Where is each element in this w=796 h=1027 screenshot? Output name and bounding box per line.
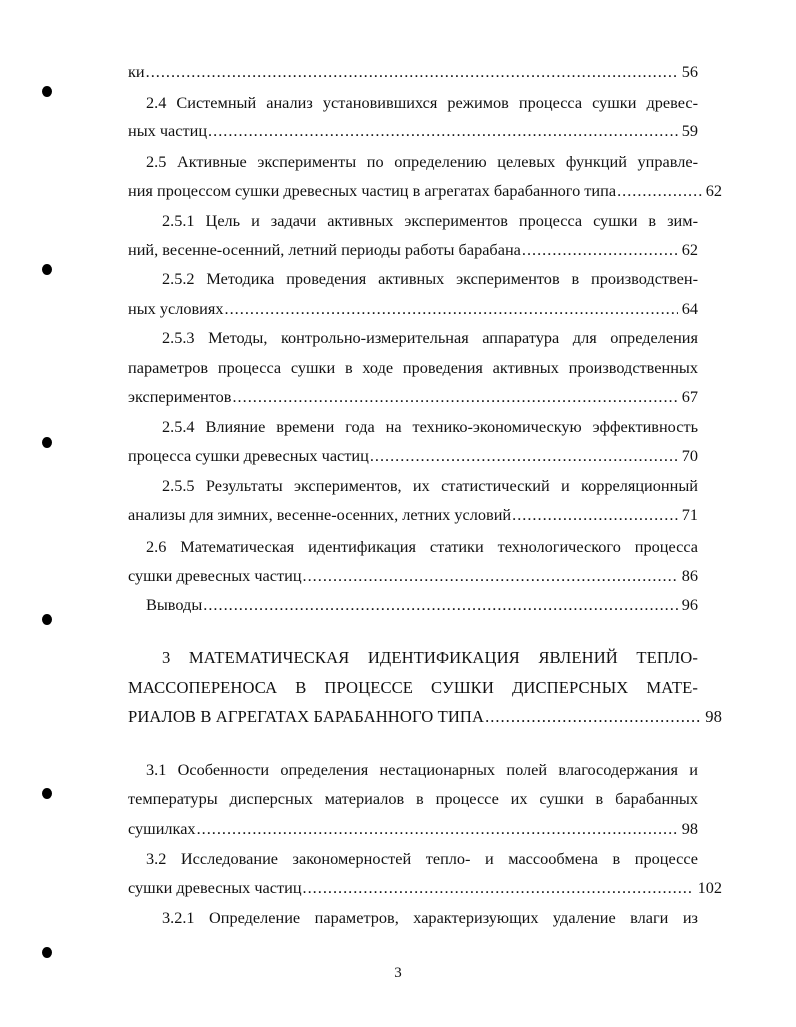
toc-entry-text: процесса сушки древесных частиц <box>128 446 369 465</box>
toc-entry <box>128 445 698 467</box>
toc-entry-line: температуры дисперсных материалов в процессе их сушки в барабанных <box>128 789 698 808</box>
toc-page-number: 56 <box>681 62 698 81</box>
toc-entry-line: 2.5.1 Цель и задачи активных экспериментов процесса сушки в зим- <box>162 211 698 230</box>
toc-entry-text: ния процессом сушки древесных частиц в агрегатах барабанного типа <box>128 181 617 200</box>
toc-entry-line: 2.5.5 Результаты экспериментов, их статистический и корреляционный <box>162 476 698 495</box>
page-number: 3 <box>394 965 402 981</box>
toc-entry <box>128 120 698 142</box>
toc-entry-line: 2.5.4 Влияние времени года на технико-экономическую эффективность <box>162 417 698 436</box>
toc-entry-text: Выводы <box>146 595 203 614</box>
toc-entry-line: 2.4 Системный анализ установившихся режимов процесса сушки древес- <box>146 93 698 112</box>
toc-entry-line: 3.2.1 Определение параметров, характеризующих удаление влаги из <box>162 908 698 927</box>
toc-entry-text: сушилках <box>128 819 196 838</box>
toc-page-number: 64 <box>681 299 698 318</box>
toc-page-number: 59 <box>681 121 698 140</box>
binder-hole-mark <box>42 788 52 799</box>
toc-entry-line: 3.1 Особенности определения нестационарных полей влагосодержания и <box>146 760 698 779</box>
binder-hole-mark <box>42 614 52 625</box>
toc-entry-text: РИАЛОВ В АГРЕГАТАХ БАРАБАННОГО ТИПА <box>128 707 485 726</box>
binder-hole-mark <box>42 947 52 958</box>
toc-entry <box>128 180 722 202</box>
toc-entry-text: экспериментов <box>128 387 232 406</box>
toc-entry-text: анализы для зимних, весенне-осенних, летних условий <box>128 505 512 524</box>
toc-entry-text: ний, весенне-осенний, летний периоды работы барабана <box>128 240 521 259</box>
toc-page-number: 67 <box>681 387 698 406</box>
toc-page-number: 86 <box>681 566 698 585</box>
toc-entry <box>128 386 698 408</box>
toc-entry <box>128 565 698 587</box>
binder-hole-mark <box>42 437 52 448</box>
toc-page-number: 71 <box>681 505 698 524</box>
toc-entry <box>128 504 698 526</box>
toc-entry-text: ных частиц <box>128 121 208 140</box>
binder-hole-mark <box>42 86 52 97</box>
toc-page-number: 98 <box>681 819 698 838</box>
toc-page-number: 102 <box>697 878 722 897</box>
toc-entry-text: ки <box>128 62 145 81</box>
chapter-heading-line: 3 МАТЕМАТИЧЕСКАЯ ИДЕНТИФИКАЦИЯ ЯВЛЕНИЙ ТЕПЛО- <box>162 648 698 667</box>
toc-entry-line: 2.5 Активные эксперименты по определению целевых функций управле- <box>146 152 698 171</box>
toc-page-number: 62 <box>705 181 722 200</box>
toc-page-number: 98 <box>705 707 722 726</box>
toc-page-number: 70 <box>681 446 698 465</box>
toc-entry <box>128 298 698 320</box>
toc-entry <box>128 877 722 899</box>
toc-entry <box>146 594 698 616</box>
toc-page-number: 96 <box>681 595 698 614</box>
toc-entry <box>128 239 698 261</box>
toc-entry-line: 2.5.2 Методика проведения активных экспериментов в производствен- <box>162 269 698 288</box>
toc-page-number: 62 <box>681 240 698 259</box>
toc-entry-text: ных условиях <box>128 299 224 318</box>
toc-entry-text: сушки древесных частиц <box>128 878 302 897</box>
toc-entry-text: сушки древесных частиц <box>128 566 302 585</box>
toc-entry-line: параметров процесса сушки в ходе проведения активных производственных <box>128 358 698 377</box>
binder-hole-mark <box>42 264 52 275</box>
toc-entry-line: 3.2 Исследование закономерностей тепло- и массообмена в процессе <box>146 849 698 868</box>
toc-entry-line: 2.6 Математическая идентификация статики технологического процесса <box>146 537 698 556</box>
toc-entry <box>128 61 698 83</box>
toc-entry <box>128 818 698 840</box>
chapter-heading-line: МАССОПЕРЕНОСА В ПРОЦЕССЕ СУШКИ ДИСПЕРСНЫХ МАТЕ- <box>128 678 698 697</box>
toc-entry-line: 2.5.3 Методы, контрольно-измерительная аппаратура для определения <box>162 328 698 347</box>
toc-entry <box>128 706 722 728</box>
